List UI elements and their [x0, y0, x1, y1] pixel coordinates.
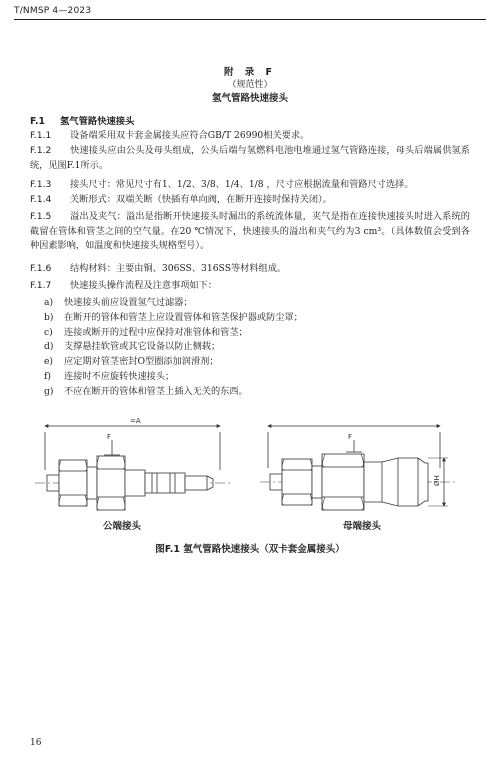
list-text: 快速接头前应设置氢气过滤器； [64, 297, 193, 308]
list-item [44, 385, 303, 400]
appendix-normativity: （规范性） [227, 80, 273, 90]
body-hex [322, 454, 364, 510]
clause-text: 设备端采用双卡套金属接头应符合GB/T 26990相关要求。 [70, 130, 310, 141]
hex-nut [282, 459, 312, 505]
list-letter: a) [44, 297, 54, 308]
list-item [44, 326, 303, 341]
clause-text: 接头尺寸：常见尺寸有1、1/2、3/8、1/4、1/8 ，尺寸应根据流量和管路尺寸选择。 [70, 179, 414, 190]
list-text: 连接或断开的过程中应保持对准管体和管茎； [64, 326, 248, 338]
body-hex [97, 456, 125, 510]
header-rule [14, 19, 486, 20]
list-text: 在断开的管体和管茎上应设置管体和管茎保护器或防尘罩； [64, 311, 303, 323]
list-text: 支撑悬挂软管或其它设备以防止侧载； [64, 341, 221, 353]
clause-number: F.1.3 [30, 179, 52, 190]
clause-text: 关断形式：双端关断（快插有单向阀，在断开连接时保持关闭）。 [70, 194, 332, 205]
list-text: 不应在断开的管体和管茎上插入无关的东西。 [64, 385, 248, 397]
list-item [44, 311, 303, 326]
clause-number: F.1.6 [30, 263, 52, 274]
clause-f16 [30, 262, 470, 277]
list-letter: f) [44, 370, 51, 382]
male-fitting-drawing [35, 417, 230, 510]
stem-tip [185, 476, 207, 490]
clause-number: F.1.5 [30, 211, 52, 222]
female-end-caption: 母端接头 [343, 521, 382, 532]
clause-text: 结构材料：主要由铜、306SS、316SS等材料组成。 [70, 263, 287, 274]
list-letter: b) [44, 311, 54, 323]
appendix-label: 附 录 F [223, 67, 277, 78]
appendix-title: 氢气管路快速接头 [211, 93, 288, 104]
standard-header: T/NMSP 4—2023 [14, 6, 92, 16]
clause-f17 [30, 279, 470, 294]
list-letter: e) [44, 356, 54, 368]
clause-text: 溢出及夹气：溢出是指断开快速接头时漏出的系统流体量，夹气是指在连接快速接头时进入系统的截留在管体和管茎之间的空气量。在20 ℃情况下，快速接头的溢出和夹气约为3 cm³。（具体数值会受到各种因素影响，如温度和快速接头规格型号）。 [30, 211, 470, 252]
list-letter: g) [44, 385, 54, 397]
clause-number: F.1.2 [30, 145, 52, 156]
stem [145, 473, 185, 493]
section-title: 氢气管路快速接头 [60, 116, 135, 127]
clause-text: 快速接头操作流程及注意事项如下： [70, 280, 217, 291]
section-number: F.1 [30, 116, 45, 127]
f-label: F [348, 433, 353, 441]
clause-f13 [30, 178, 470, 193]
list-letter: c) [44, 326, 53, 338]
procedure-list [44, 296, 303, 400]
dim-label-h: ØH [433, 475, 441, 486]
hex-nut [59, 460, 87, 506]
list-text: 连接时不应旋转快速接头； [64, 370, 175, 382]
page-number: 16 [30, 738, 42, 748]
fitting-drawing [0, 410, 500, 560]
figure-caption: 图F.1 氢气管路快速接头（双卡套金属接头） [155, 544, 345, 555]
female-fitting-drawing [260, 426, 455, 510]
clause-text: 快速接头应由公头及母头组成，公头后端与氢燃料电池电堆通过氢气管路连接，母头后端属供氢系统，见图F.1所示。 [30, 145, 470, 171]
list-item [44, 340, 303, 355]
clause-number: F.1.4 [30, 194, 52, 205]
list-item [44, 296, 303, 311]
clause-f12 [30, 144, 470, 173]
section-heading [30, 113, 134, 127]
list-text: 应定期对管茎密封O型圈添加润滑剂； [64, 356, 219, 368]
dim-label-a: =A [130, 417, 141, 425]
clause-number: F.1.7 [30, 280, 52, 291]
list-letter: d) [44, 341, 54, 353]
male-end-caption: 公端接头 [103, 521, 142, 532]
clause-f11 [30, 129, 470, 144]
clause-f15 [30, 210, 470, 254]
list-item [44, 355, 303, 370]
clause-number: F.1.1 [30, 130, 52, 141]
list-item [44, 370, 303, 385]
clause-f14 [30, 193, 470, 208]
f-label: F [107, 433, 112, 441]
